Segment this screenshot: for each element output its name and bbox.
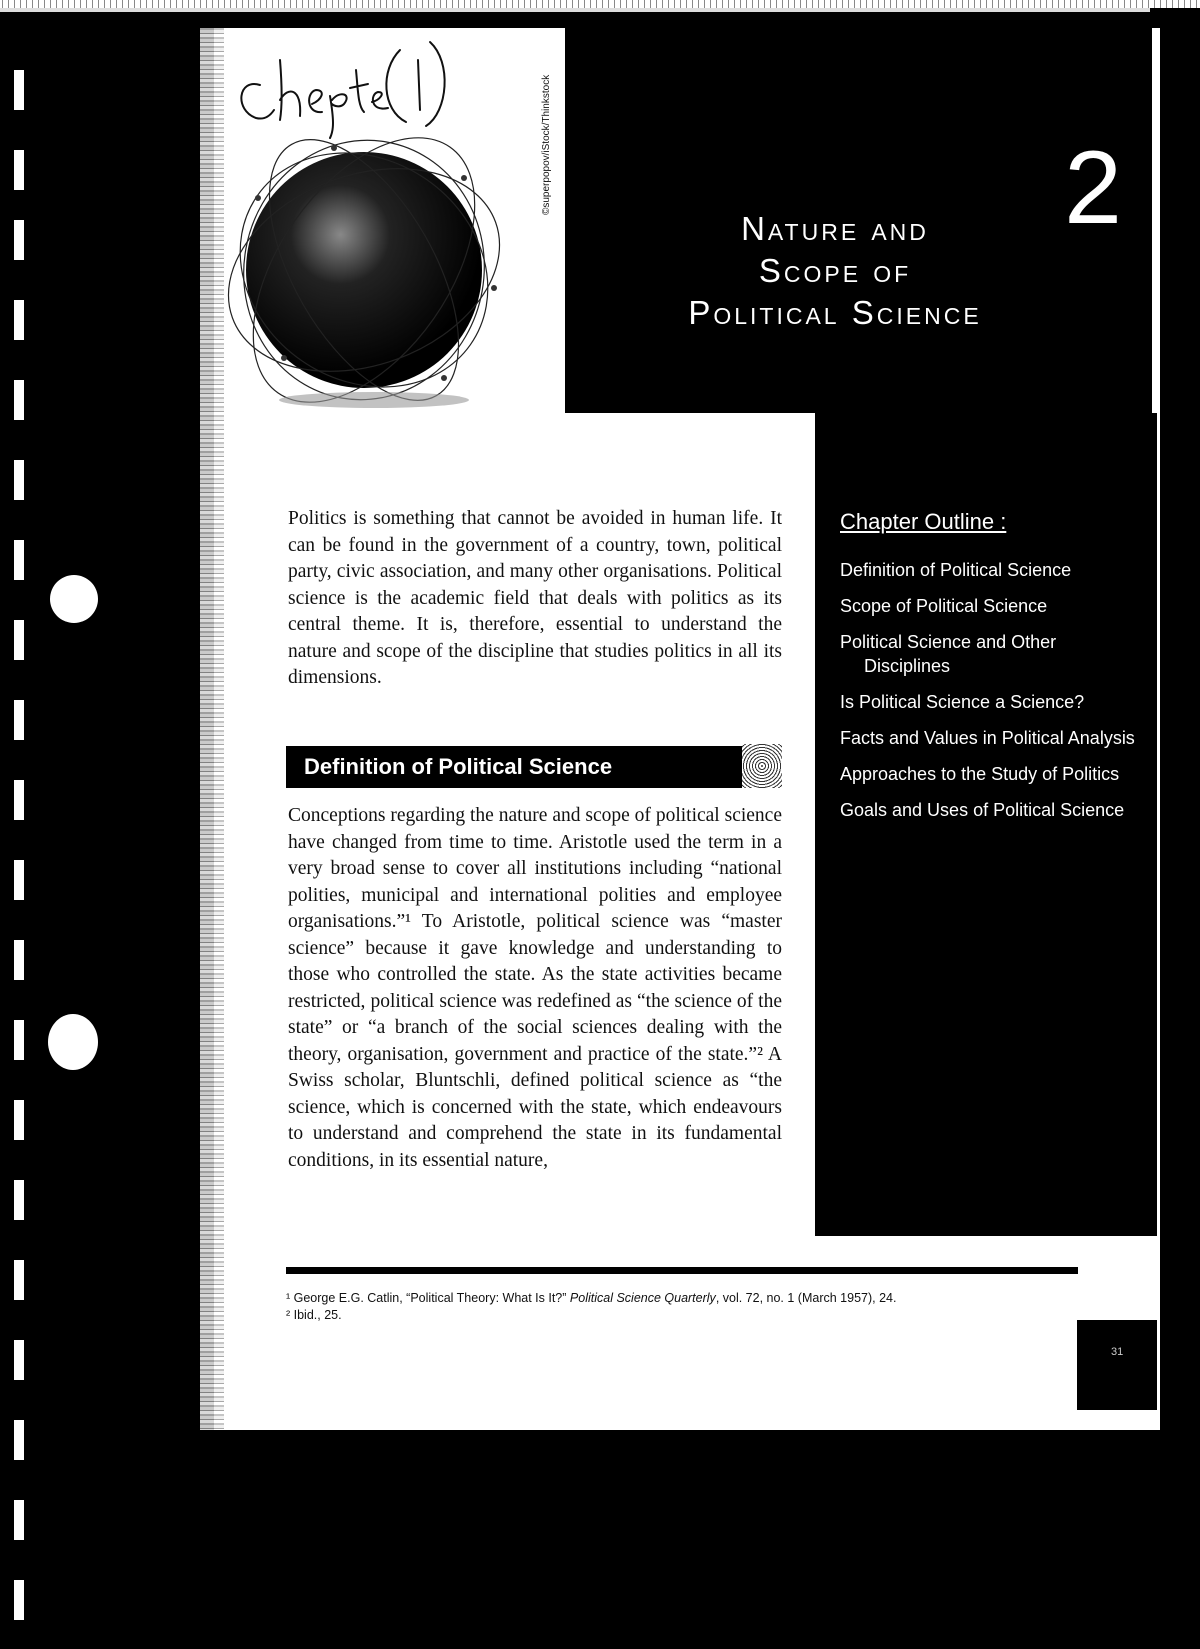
journal-title: Political Science Quarterly	[569, 1291, 716, 1305]
chapter-title	[565, 208, 1105, 334]
footnote-1: ¹ George E.G. Catlin, “Political Theory: What Is It?” Political Science Quarterly, vol. 72, no. 1 (March 1957), 24.	[286, 1291, 897, 1305]
outline-item: Political Science and Other Disciplines	[840, 632, 1057, 676]
chapter-outline-panel	[815, 413, 1157, 1236]
intro-paragraph: Politics is something that cannot be avoided in human life. It can be found in the government of a country, town, political party, civic association, and many other organisations. Political science is the academic field that deals with politics as its central theme. It is, therefore, essential to understand the nature and scope of the discipline that studies politics in all its dimensions.	[288, 508, 782, 688]
outline-item: Is Political Science a Science?	[840, 692, 1085, 712]
chapter-outline-heading: Chapter Outline :	[840, 509, 1007, 534]
scan-top-rule	[0, 8, 1150, 12]
footnote-rule	[286, 1267, 1078, 1274]
outline-item: Approaches to the Study of Politics	[840, 764, 1120, 784]
scan-top-edge	[0, 0, 1200, 8]
chapter-outline-list	[840, 558, 1140, 834]
footnotes	[286, 1290, 896, 1324]
outline-item: Facts and Values in Political Analysis	[840, 728, 1135, 748]
section-paragraph: Conceptions regarding the nature and scope of political science have changed from time to time. Aristotle used the term in a very broad sense to cover all institutions including “national polities, municipal and international polities and employee organisations.”¹ To Aristotle, political science was “master science” because it gave knowledge and understanding to those who controlled the state. As the state activities became restricted, political science was redefined as “the science of the state” or “a branch of the social sciences dealing with the theory, organisation, government and practice of the state.”² A Swiss scholar, Bluntschli, defined political science as “the science, which is concerned with the state, which endeavours to understand and comprehend the state in its fundamental conditions, in its essential nature,	[288, 805, 782, 1171]
section-title: Definition of Political Science	[304, 754, 613, 779]
chapter-title-line: Scope of	[758, 252, 912, 289]
chapter-title-line: Nature and	[741, 210, 929, 247]
chapter-title-line: Political Science	[688, 294, 982, 331]
handwritten-note-text: Chapter (1	[230, 30, 235, 31]
photo-credit: ©superpopov/iStock/Thinkstock	[541, 74, 552, 215]
chapter-number: 2	[1064, 130, 1122, 246]
footnote-2: ² Ibid., 25.	[286, 1308, 342, 1322]
outline-item: Scope of Political Science	[840, 596, 1048, 616]
outline-item: Definition of Political Science	[840, 560, 1072, 580]
chapter-title-block	[565, 28, 1152, 413]
section-heading-ornament	[742, 744, 782, 788]
page-number-tab	[1077, 1320, 1157, 1410]
section-heading-bar	[286, 746, 746, 788]
page-number: 31	[1111, 1346, 1124, 1358]
handwritten-annotation	[230, 30, 470, 140]
outline-item: Goals and Uses of Political Science	[840, 800, 1125, 820]
